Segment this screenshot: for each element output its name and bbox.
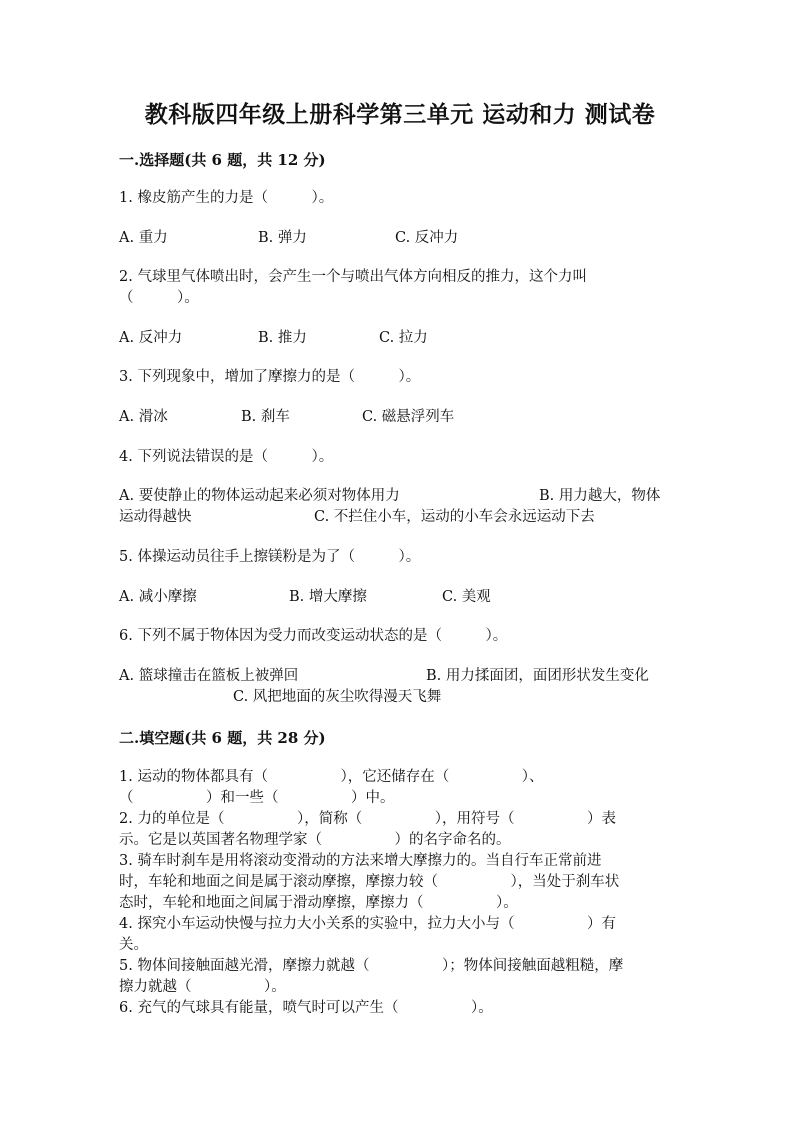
fill-line: 6. 充气的气球具有能量，喷气时可以产生（ ）。	[119, 1000, 493, 1016]
fill-line: 2. 力的单位是（ ），简称（ ），用符号（ ）表	[119, 811, 616, 827]
fill-in-questions	[119, 767, 681, 1019]
section-heading-fill: 二.填空题(共 6 题，共 28 分)	[119, 729, 326, 747]
option-c: C. 不拦住小车，运动的小车会永远运动下去	[314, 509, 595, 525]
option-a: A. 反冲力	[119, 330, 183, 346]
fill-line: 1. 运动的物体都具有（ ），它还储存在（ ）、	[119, 769, 544, 785]
question-2-stem-line2: （ ）。	[119, 290, 199, 306]
option-a: A. 重力	[119, 230, 168, 246]
option-b: B. 弹力	[258, 230, 307, 246]
fill-line: 态时，车轮和地面之间属于滑动摩擦，摩擦力（ ）。	[119, 895, 518, 911]
question-6-options	[119, 666, 681, 708]
question-4-options	[119, 486, 681, 528]
option-c: C. 美观	[442, 589, 491, 605]
section-heading-choice: 一.选择题(共 6 题，共 12 分)	[119, 151, 326, 169]
option-b-continued: 运动得越快	[119, 509, 192, 525]
question-1-options	[119, 228, 681, 250]
option-a: A. 篮球撞击在篮板上被弹回	[119, 668, 299, 684]
option-a: A. 减小摩擦	[119, 589, 197, 605]
fill-line: 示。它是以英国著名物理学家（ ）的名字命名的。	[119, 832, 511, 848]
fill-line: 4. 探究小车运动快慢与拉力大小关系的实验中，拉力大小与（ ）有	[119, 916, 616, 932]
question-2-options	[119, 328, 681, 350]
page-title: 教科版四年级上册科学第三单元 运动和力 测试卷	[144, 101, 656, 128]
fill-line: （ ）和一些（ ）中。	[119, 790, 395, 806]
option-a: A. 滑冰	[119, 409, 168, 425]
option-b: B. 用力揉面团，面团形状发生变化	[426, 668, 649, 684]
option-c: C. 磁悬浮列车	[362, 409, 455, 425]
question-3-stem: 3. 下列现象中，增加了摩擦力的是（ ）。	[119, 369, 421, 385]
question-6-stem: 6. 下列不属于物体因为受力而改变运动状态的是（ ）。	[119, 628, 508, 644]
question-2-stem-line1: 2. 气球里气体喷出时，会产生一个与喷出气体方向相反的推力，这个力叫	[119, 269, 587, 285]
question-4-stem: 4. 下列说法错误的是（ ）。	[119, 449, 334, 465]
fill-line: 3. 骑车时刹车是用将滚动变滑动的方法来增大摩擦力的。当自行车正常前进	[119, 853, 602, 869]
fill-line: 时，车轮和地面之间是属于滚动摩擦，摩擦力较（ ），当处于刹车状	[119, 874, 620, 890]
question-3-options	[119, 407, 681, 429]
option-b: B. 刹车	[241, 409, 290, 425]
question-2-stem	[119, 267, 681, 309]
question-5-options	[119, 587, 681, 609]
option-c: C. 反冲力	[395, 230, 459, 246]
question-5-stem: 5. 体操运动员往手上擦镁粉是为了（ ）。	[119, 549, 421, 565]
option-b: B. 用力越大，物体	[539, 488, 661, 504]
option-b: B. 增大摩擦	[289, 589, 367, 605]
fill-line: 关。	[119, 937, 148, 953]
fill-line: 擦力就越（ ）。	[119, 979, 286, 995]
fill-line: 5. 物体间接触面越光滑，摩擦力就越（ ）；物体间接触面越粗糙，摩	[119, 958, 624, 974]
question-1-stem: 1. 橡皮筋产生的力是（ ）。	[119, 190, 334, 206]
option-c: C. 风把地面的灰尘吹得漫天飞舞	[233, 689, 442, 705]
option-c: C. 拉力	[379, 330, 428, 346]
option-a: A. 要使静止的物体运动起来必须对物体用力	[119, 488, 400, 504]
option-b: B. 推力	[258, 330, 307, 346]
